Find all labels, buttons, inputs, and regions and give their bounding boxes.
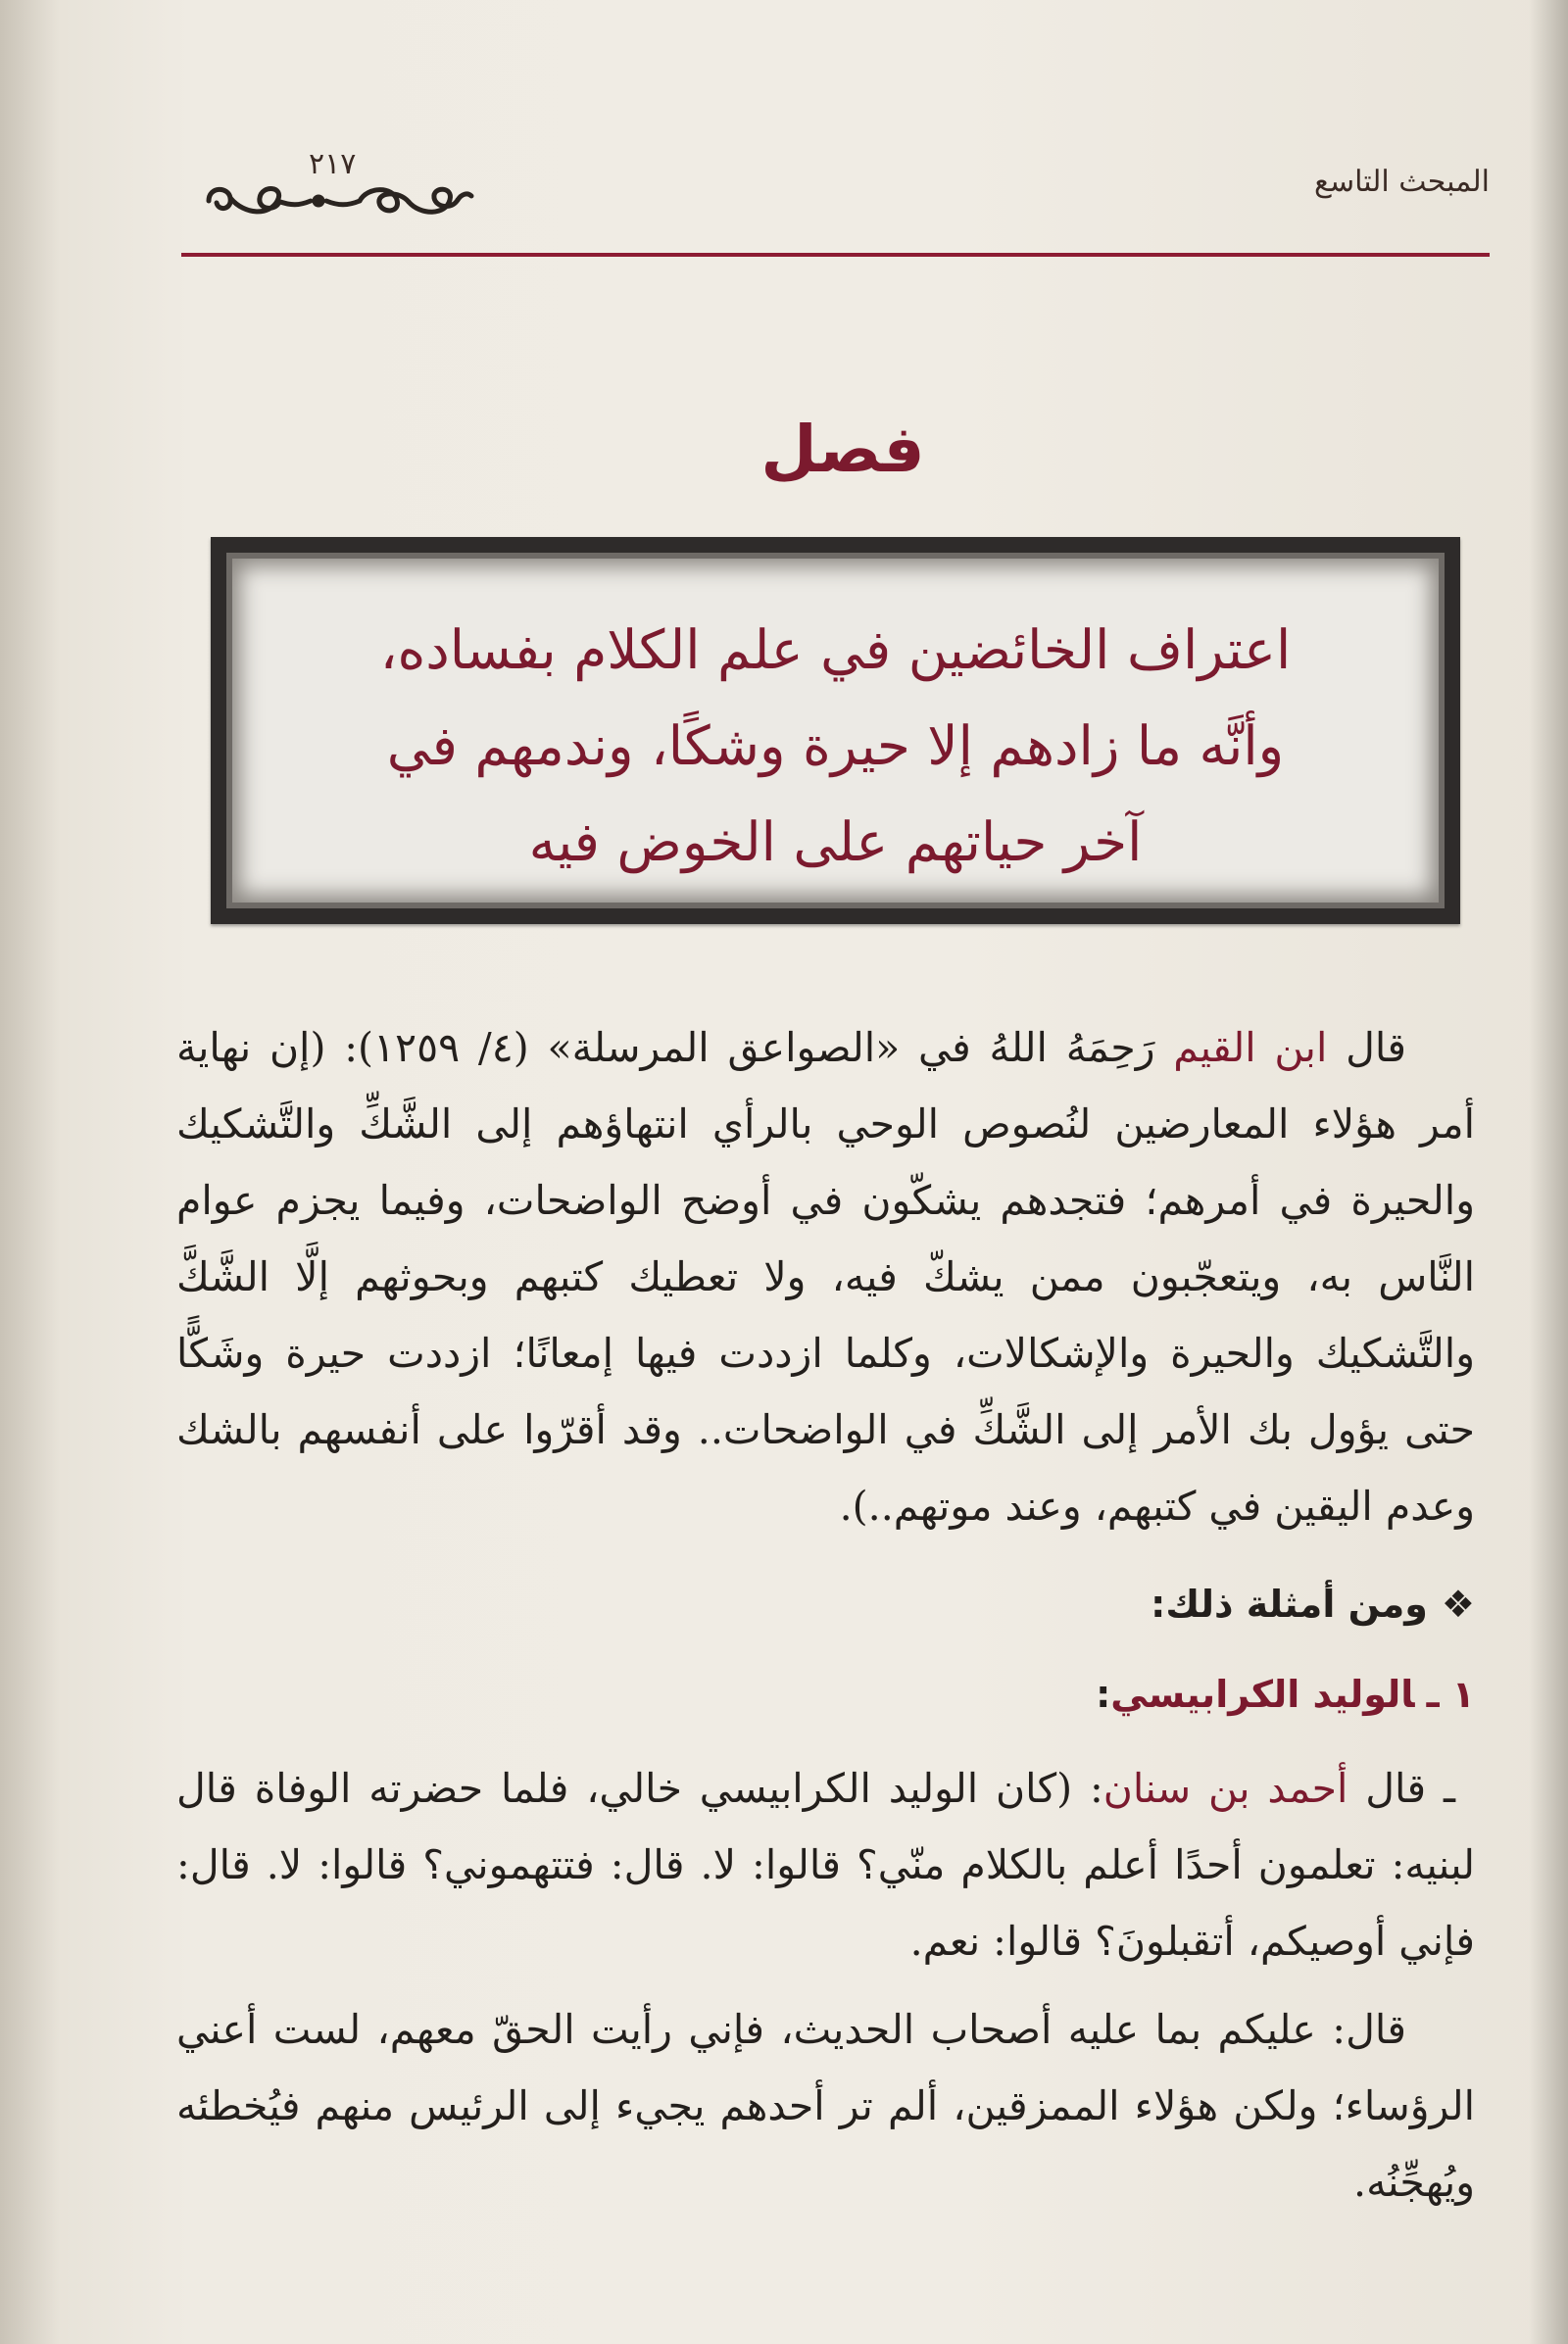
honorific: رَحِمَهُ اللهُ: [989, 1024, 1174, 1071]
section-title-line-2: وأنَّه ما زادهم إلا حيرة وشكًا، وندمهم في: [386, 714, 1285, 777]
header-divider: [181, 253, 1490, 257]
example-1-heading: [176, 1656, 1475, 1733]
ahmad-quote-paragraph: [176, 1750, 1475, 1979]
speaker-ahmad-bin-sinan: أحمد بن سنان: [1102, 1765, 1348, 1812]
example-1-name: الوليد الكرابيسي: [1110, 1673, 1415, 1716]
page-gutter-shadow: [0, 0, 59, 2344]
example-1-colon: :: [1096, 1673, 1111, 1716]
body-text: [176, 1009, 1475, 2221]
final-paragraph: قال: عليكم بما عليه أصحاب الحديث، فإني رأيت الحقّ معهم، لست أعني الرؤساء؛ ولكن هؤلاء الممزقين، ألم تر أحدهم يجيء إلى الرئيس منهم فيُخطئه ويُهجِّنُه.: [176, 2006, 1475, 2206]
speaker-ibn-qayyim: ابن القيم: [1173, 1024, 1328, 1071]
page-header: [181, 147, 1490, 265]
examples-lead-text: ومن أمثلة ذلك:: [1151, 1583, 1428, 1626]
page-number: ٢١٧: [309, 147, 357, 181]
ibn-qayyim-quote-paragraph: [176, 1009, 1475, 1544]
para1-text: في «الصواعق المرسلة» (٤/ ١٢٥٩): (إن نهاية أمر هؤلاء المعارضين لنُصوص الوحي بالرأي انتهاؤهم إلى الشَّكِّ والتَّشكيك والحيرة في أمرهم؛ فتجدهم يشكّون في أوضح الواضحات، وفيما يجزم عوام النَّاس به، ويتعجّبون ممن يشكّ فيه، ولا تعطيك كتبهم وبحوثهم إلَّا الشَّكَّ والتَّشكيك والحيرة والإشكالات، وكلما ازددت فيها إمعانًا؛ ازددت حيرة وشَكًّا حتى يؤول بك الأمر إلى الشَّكِّ في الواضحات.. وقد أقرّوا على أنفسهم بالشك وعدم اليقين في كتبهم، وعند موتهم..).: [176, 1024, 1475, 1530]
section-title-line-3: آخر حياتهم على الخوض فيه: [528, 810, 1143, 873]
examples-lead: [176, 1566, 1475, 1642]
flourish-ornament-icon: [201, 176, 475, 225]
quote1-prefix: ـ قال: [1348, 1765, 1455, 1812]
quote1-text: : (كان الوليد الكرابيسي خالي، فلما حضرته الوفاة قال لبنيه: تعلمون أحدًا أعلم بالكلام منّي؟ قالوا: لا. قال: فتتهموني؟ قالوا: لا. قال: فإني أوصيكم، أتقبلونَ؟ قالوا: نعم.: [176, 1765, 1475, 1965]
section-title: [266, 602, 1405, 890]
page-edge-shadow: [1529, 0, 1568, 2344]
para1-prefix: قال: [1327, 1024, 1406, 1071]
section-title-frame: [211, 537, 1460, 924]
running-title: المبحث التاسع: [1313, 165, 1490, 199]
diamond-bullet-icon: ❖: [1441, 1583, 1475, 1626]
chapter-heading: فصل: [760, 412, 925, 487]
section-title-line-1: اعتراف الخائضين في علم الكلام بفساده،: [379, 618, 1292, 681]
example-1-number: ١ ـ: [1426, 1673, 1475, 1716]
